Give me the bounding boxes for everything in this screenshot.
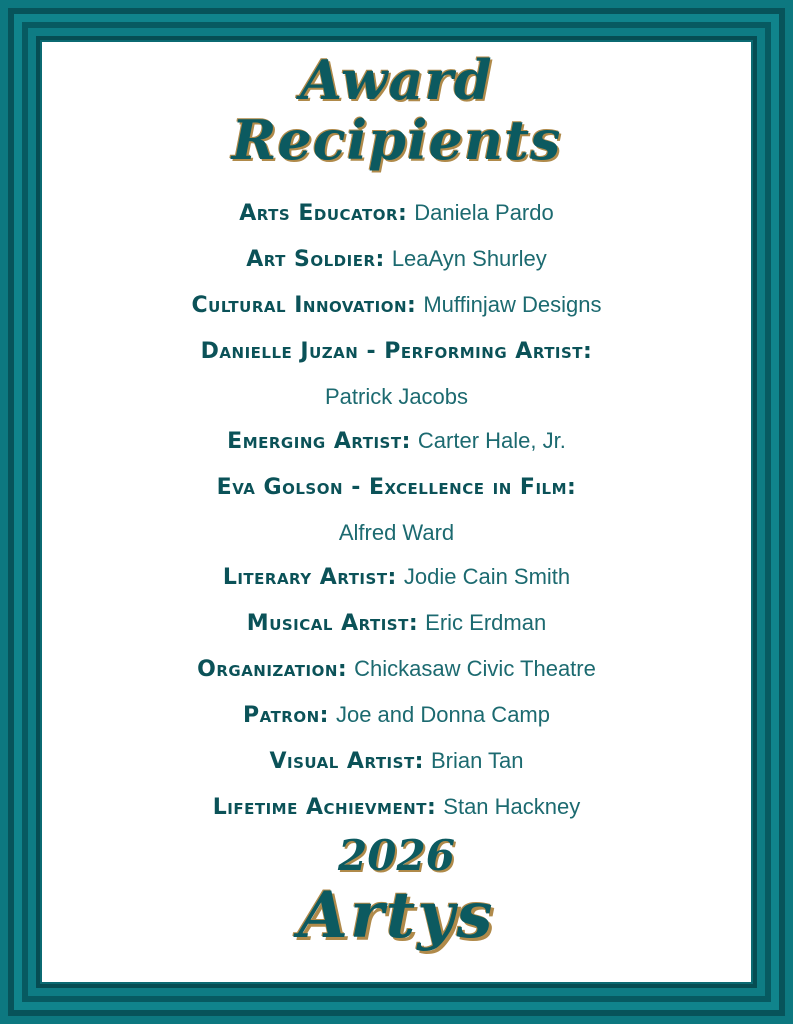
award-recipient: Carter Hale, Jr.: [417, 428, 566, 453]
award-recipient: Eric Erdman: [425, 610, 547, 635]
award-category: Musical Artist:: [246, 611, 419, 636]
award-line: [42, 426, 751, 457]
award-recipient: Joe and Donna Camp: [335, 702, 550, 727]
award-line: [42, 382, 751, 413]
award-line: [42, 336, 751, 367]
award-category: Eva Golson - Excellence in Film:: [216, 475, 577, 500]
award-line: [42, 608, 751, 639]
award-category: Organization:: [197, 657, 348, 682]
award-line: [42, 472, 751, 503]
award-line: [42, 792, 751, 823]
page-title-line-2: Recipients: [231, 108, 562, 172]
artys-logo: Artys: [298, 878, 495, 953]
content-panel: [42, 42, 751, 982]
award-category: Lifetime Achievment:: [212, 795, 437, 820]
award-line: [42, 562, 751, 593]
award-category: Cultural Innovation:: [191, 293, 417, 318]
award-category: Danielle Juzan - Performing Artist:: [200, 339, 593, 364]
award-recipient: Chickasaw Civic Theatre: [354, 656, 596, 681]
award-category: Patron:: [243, 703, 329, 728]
award-line: [42, 198, 751, 229]
award-recipient: Brian Tan: [430, 748, 524, 773]
event-year: 2026: [338, 831, 455, 880]
award-recipient: LeaAyn Shurley: [391, 246, 547, 271]
award-recipient: Jodie Cain Smith: [403, 564, 571, 589]
page-title-line-1: Award: [300, 48, 493, 112]
award-recipient: Patrick Jacobs: [324, 384, 469, 409]
award-line: [42, 244, 751, 275]
award-recipient: Stan Hackney: [443, 794, 581, 819]
award-recipient: Alfred Ward: [338, 520, 455, 545]
award-line: [42, 518, 751, 549]
award-recipient: Daniela Pardo: [414, 200, 554, 225]
award-category: Literary Artist:: [222, 565, 397, 590]
award-category: Arts Educator:: [239, 201, 408, 226]
award-line: [42, 700, 751, 731]
award-line: [42, 290, 751, 321]
award-line: [42, 654, 751, 685]
award-recipient: Muffinjaw Designs: [423, 292, 602, 317]
award-category: Art Soldier:: [246, 247, 385, 272]
award-category: Visual Artist:: [269, 749, 424, 774]
award-line: [42, 746, 751, 777]
award-category: Emerging Artist:: [227, 429, 411, 454]
